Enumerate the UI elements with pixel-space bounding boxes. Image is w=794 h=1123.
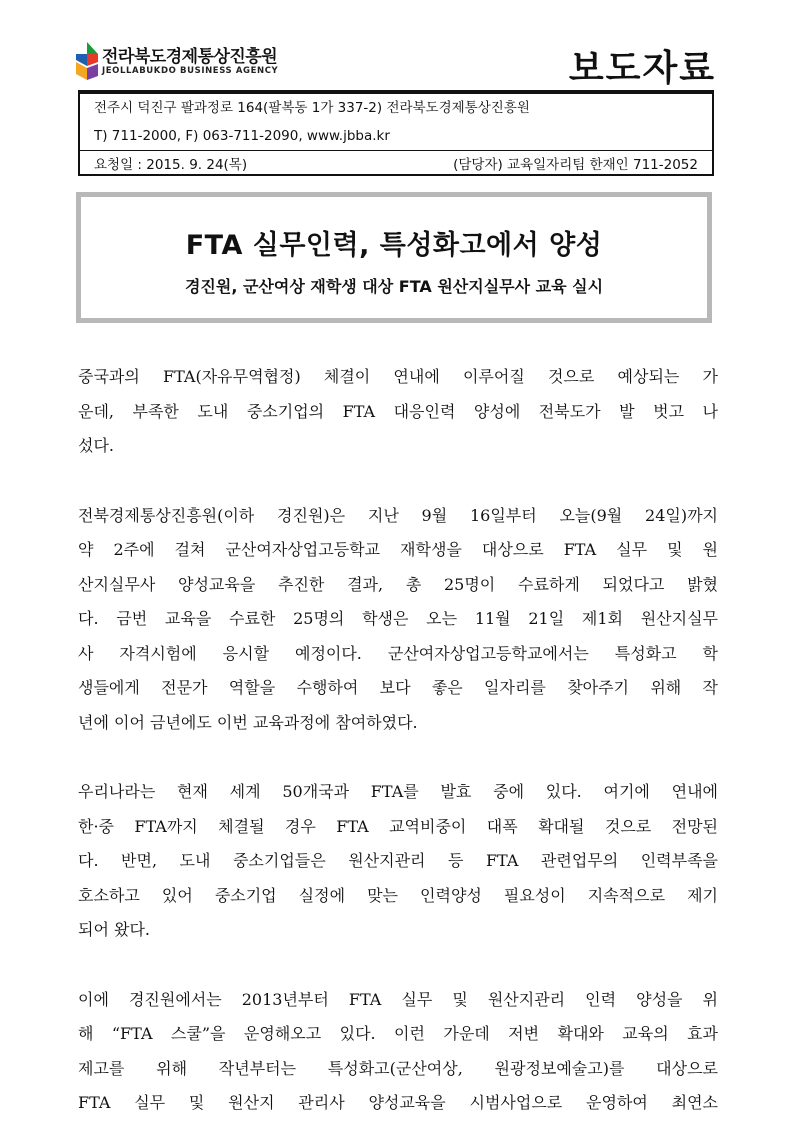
text-line: 생들에게 전문가 역할을 수행하여 보다 좋은 일자리를 찾아주기 위해 작	[78, 678, 718, 697]
headline-title: FTA 실무인력, 특성화고에서 양성	[185, 230, 603, 261]
paragraph-4	[78, 983, 718, 1121]
request-row	[80, 150, 712, 179]
contact-text: T) 711-2000, F) 063-711-2090, www.jbba.kr	[94, 128, 390, 144]
person-in-charge: (담당자) 교육일자리팀 한재인 711-2052	[453, 157, 698, 173]
text-line: 제고를 위해 작년부터는 특성화고(군산여상, 원광정보예술고)를 대상으로	[78, 1058, 718, 1078]
headline-subtitle: 경진원, 군산여상 재학생 대상 FTA 원산지실무사 교육 실시	[184, 277, 604, 296]
text-line: 사 자격시험에 응시할 예정이다. 군산여자상업고등학교에서는 특성화고 학	[78, 643, 718, 663]
text-line: 약 2주에 걸쳐 군산여자상업고등학교 재학생을 대상으로 FTA 실무 및 원	[78, 540, 718, 559]
request-date: 요청일 : 2015. 9. 24(목)	[94, 157, 248, 173]
text-line: 다. 금번 교육을 수료한 25명의 학생은 오는 11월 21일 제1회 원산지실무	[78, 609, 718, 628]
paragraph-3	[78, 775, 718, 948]
text-line: 다. 반면, 도내 중소기업들은 원산지관리 등 FTA 관련업무의 인력부족을	[78, 851, 718, 870]
text-line: 우리나라는 현재 세계 50개국과 FTA를 발효 중에 있다. 여기에 연내에	[78, 782, 718, 801]
text-line: 산지실무사 양성교육을 추진한 결과, 총 25명이 수료하게 되었다고 밝혔	[78, 574, 718, 594]
paragraph-2	[78, 499, 718, 741]
contact-info-box	[78, 90, 714, 176]
article-body	[78, 360, 718, 1121]
text-line: 한·중 FTA까지 체결될 경우 FTA 교역비중이 대폭 확대될 것으로 전망된	[78, 816, 718, 836]
logo-emblem-icon	[74, 40, 100, 84]
text-line: 섰다.	[78, 436, 114, 455]
address-text: 전주시 덕진구 팔과정로 164(팔복동 1가 337-2) 전라북도경제통상진흥원	[94, 100, 530, 116]
text-line: 해 “FTA 스쿨”을 운영해오고 있다. 이런 가운데 저변 확대와 교육의 효과	[78, 1024, 718, 1043]
address-row	[80, 94, 712, 122]
text-line: 되어 왔다.	[78, 920, 150, 939]
logo-subtext: JEOLLABUKDO BUSINESS AGENCY	[102, 66, 279, 76]
text-line: 중국과의 FTA(자유무역협정) 체결이 연내에 이루어질 것으로 예상되는 가	[78, 367, 718, 386]
headline-box	[76, 192, 712, 323]
paragraph-1	[78, 360, 718, 464]
text-line: 이에 경진원에서는 2013년부터 FTA 실무 및 원산지관리 인력 양성을 위	[78, 989, 718, 1009]
text-line: 년에 이어 금년에도 이번 교육과정에 참여하였다.	[78, 712, 418, 732]
text-line: 운데, 부족한 도내 중소기업의 FTA 대응인력 양성에 전북도가 발 벗고 나	[78, 401, 718, 421]
agency-logo	[74, 38, 279, 88]
text-line: FTA 실무 및 원산지 관리사 양성교육을 시범사업으로 운영하여 최연소	[78, 1093, 718, 1112]
text-line: 호소하고 있어 중소기업 실정에 맞는 인력양성 필요성이 지속적으로 제기	[78, 885, 718, 905]
contact-row	[80, 122, 712, 150]
logo-text: 전라북도경제통상진흥원	[102, 47, 278, 67]
text-line: 전북경제통상진흥원(이하 경진원)은 지난 9월 16일부터 오늘(9월 24일)까지	[78, 505, 718, 525]
press-release-label: 보도자료	[568, 48, 716, 89]
